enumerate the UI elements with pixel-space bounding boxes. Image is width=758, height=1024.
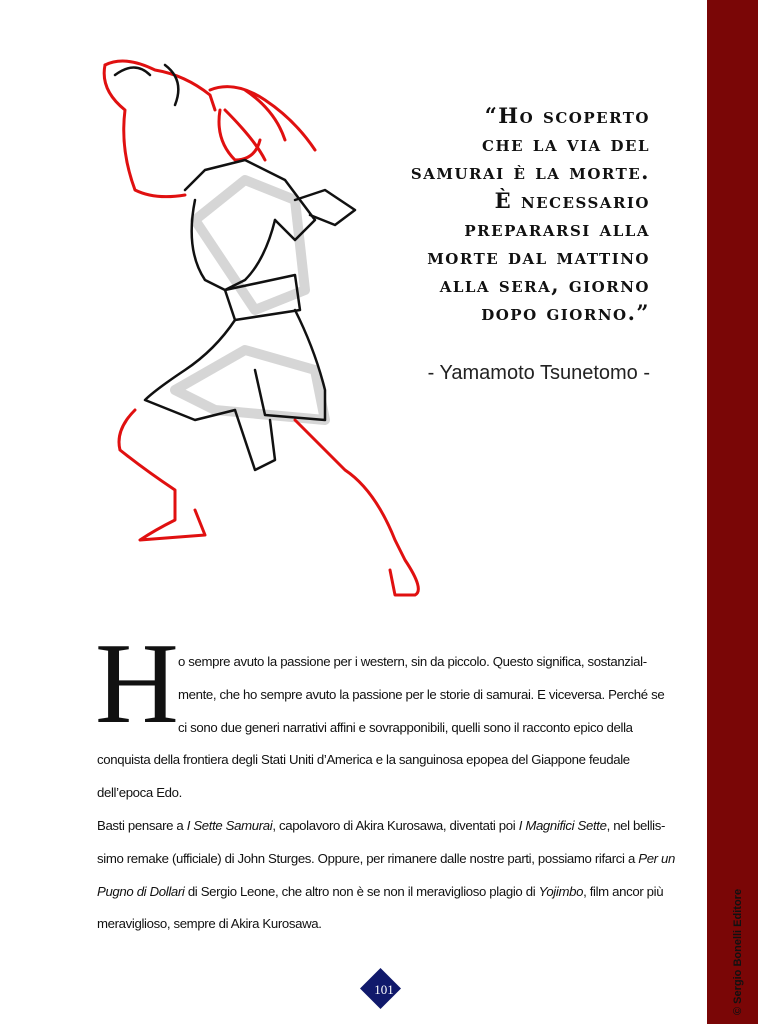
text-span: Basti pensare a <box>97 817 187 833</box>
quote-line: samurai è la morte. <box>410 159 650 185</box>
text-line: ci sono due generi narrativi affini e sovrapponibili, quelli sono il racconto epico della <box>178 719 633 735</box>
text-line <box>97 810 666 843</box>
sidebar-band <box>707 0 758 1024</box>
film-title: I Magnifici Sette <box>518 817 607 833</box>
text-line <box>97 843 676 876</box>
quote-line: prepararsi alla <box>464 215 650 241</box>
text-line: mente, che ho sempre avuto la passione per le storie di samurai. E viceversa. Perché se <box>178 686 665 702</box>
text-line: meraviglioso, sempre di Akira Kurosawa. <box>97 916 322 932</box>
film-title: Per un <box>638 850 676 866</box>
page-number: 101 <box>374 982 394 997</box>
film-title: Yojimbo <box>538 883 584 899</box>
quote-line: che la via del <box>482 131 650 157</box>
film-title: Pugno di Dollari <box>97 883 185 899</box>
film-title: I Sette Samurai <box>186 817 273 833</box>
quote-author: - Yamamoto Tsunetomo - <box>427 362 650 384</box>
text-span: , capolavoro di Akira Kurosawa, diventati poi <box>272 817 519 833</box>
text-span: di Sergio Leone, che altro non è se non il meraviglioso plagio di <box>184 883 539 899</box>
text-line <box>97 876 663 909</box>
quote-block <box>411 102 650 328</box>
text-span: simo remake (ufficiale) di John Sturges. Oppure, per rimanere dalle nostre parti, possiamo rifarci a <box>97 850 639 866</box>
quote-line: È necessario <box>494 187 650 213</box>
quote-line: “Ho scoperto <box>484 103 650 128</box>
copyright-notice: © Sergio Bonelli Editore <box>732 888 744 1015</box>
quote-line: dopo giorno.” <box>481 300 650 326</box>
text-line: conquista della frontiera degli Stati Uniti d’America e la sanguinosa epopea del Giappone feudale <box>97 752 630 768</box>
quote-line: alla sera, giorno <box>439 272 650 298</box>
drop-cap: H <box>95 620 179 748</box>
text-line: dell’epoca Edo. <box>97 785 182 801</box>
text-line: o sempre avuto la passione per i western, sin da piccolo. Questo significa, sostanzial- <box>178 654 647 669</box>
quote-line: morte dal mattino <box>427 244 650 270</box>
samurai-illustration <box>95 50 455 610</box>
text-span: , film ancor più <box>583 883 664 899</box>
text-span: , nel bellis- <box>606 817 666 833</box>
body-text <box>97 646 676 941</box>
